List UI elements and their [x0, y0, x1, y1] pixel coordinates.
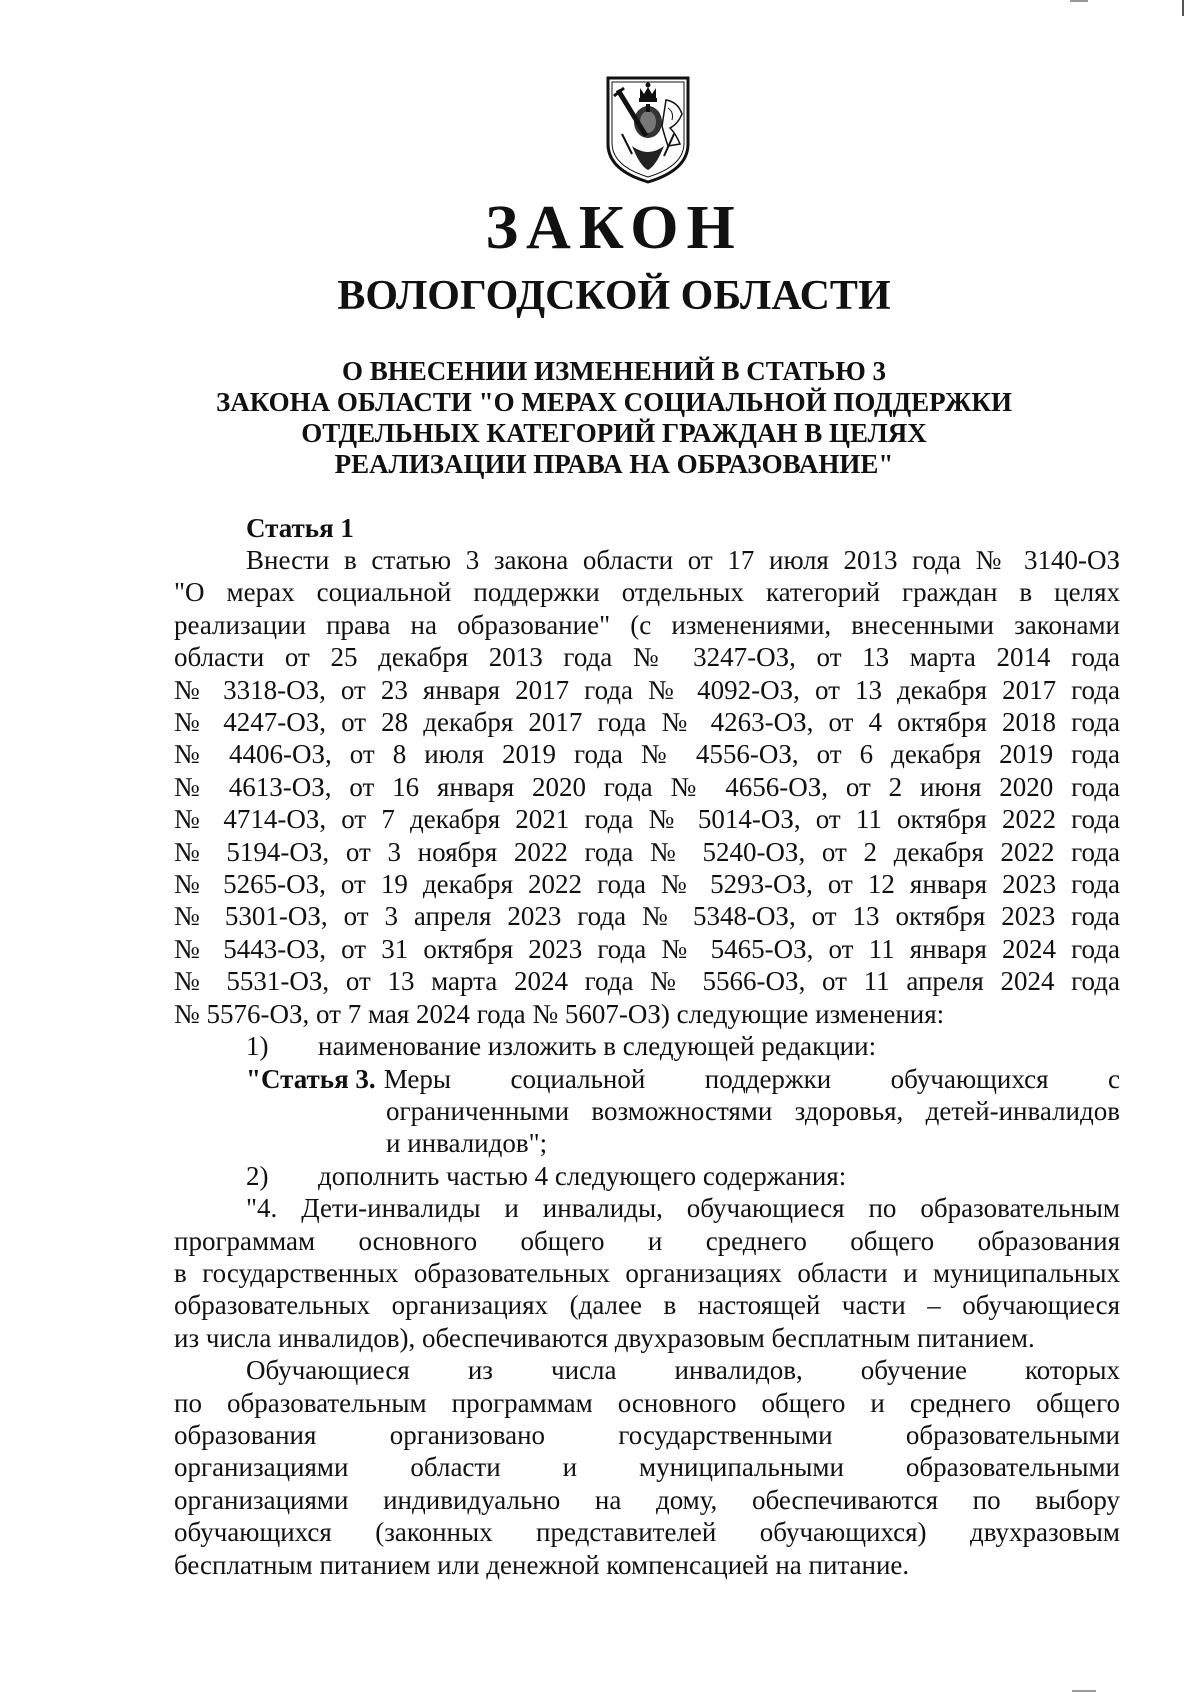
heading-line: О ВНЕСЕНИИ ИЗМЕНЕНИЙ В СТАТЬЮ 3 — [341, 356, 887, 386]
text-line: № 4406-ОЗ, от 8 июля 2019 года № 4556-ОЗ, от 6 декабря 2019 года — [174, 739, 1120, 770]
text-line: Меры социальной поддержки обучающихся с — [383, 1063, 1120, 1094]
text-line: программам основного общего и среднего общего образования — [174, 1225, 1120, 1256]
vologda-coat-of-arms-icon — [602, 74, 694, 186]
list-item-number: 2) — [246, 1160, 269, 1191]
text-line: в государственных образовательных организациях области и муниципальных — [174, 1257, 1120, 1288]
document-title: ЗАКОН — [485, 194, 743, 262]
scan-edge-mark — [1182, 0, 1184, 16]
text-line: организациями индивидуально на дому, обеспечиваются по выбору — [174, 1484, 1120, 1515]
list-item — [174, 1160, 1120, 1192]
article-title: Статья 1 — [246, 513, 354, 543]
text-line: из числа инвалидов), обеспечиваются двухразовым бесплатным питанием. — [174, 1322, 1035, 1353]
text-line: организациями области и муниципальными образовательными — [174, 1452, 1120, 1483]
new-article-lead: "Статья 3. — [246, 1063, 376, 1094]
heading-line: ЗАКОНА ОБЛАСТИ "О МЕРАХ СОЦИАЛЬНОЙ ПОДДЕРЖКИ — [216, 387, 1012, 417]
text-line: области от 25 декабря 2013 года № 3247-ОЗ, от 13 марта 2014 года — [174, 642, 1120, 673]
heading-line: РЕАЛИЗАЦИИ ПРАВА НА ОБРАЗОВАНИЕ" — [334, 449, 894, 479]
list-item-number: 1) — [246, 1031, 269, 1062]
list-item-text: наименование изложить в следующей редакции: — [318, 1031, 877, 1062]
document-subtitle: ВОЛОГОДСКОЙ ОБЛАСТИ — [337, 273, 891, 319]
text-line: "4. Дети-инвалиды и инвалиды, обучающиеся по образовательным — [246, 1193, 1120, 1224]
text-line: Внести в статью 3 закона области от 17 июля 2013 года № 3140-ОЗ — [246, 545, 1120, 575]
law-heading — [0, 356, 1200, 480]
text-line: № 5443-ОЗ, от 31 октября 2023 года № 5465-ОЗ, от 11 января 2024 года — [174, 933, 1120, 964]
scan-edge-mark — [1070, 0, 1088, 2]
scan-edge-mark — [1072, 1690, 1096, 1692]
text-line: реализации права на образование" (с изменениями, внесенными законами — [174, 609, 1120, 640]
text-line: № 5301-ОЗ, от 3 апреля 2023 года № 5348-ОЗ, от 13 октября 2023 года — [174, 901, 1120, 932]
heading-line: ОТДЕЛЬНЫХ КАТЕГОРИЙ ГРАЖДАН В ЦЕЛЯХ — [301, 418, 927, 448]
article-body — [174, 544, 1120, 1581]
list-item-text: дополнить частью 4 следующего содержания: — [318, 1160, 847, 1191]
text-line: образования организовано государственными образовательными — [174, 1419, 1120, 1450]
text-line: ограниченными возможностями здоровья, детей-инвалидов — [386, 1095, 1120, 1126]
text-line: обучающихся (законных представителей обучающихся) двухразовым — [174, 1517, 1120, 1548]
text-line: "О мерах социальной поддержки отдельных категорий граждан в целях — [174, 577, 1120, 608]
text-line: образовательных организациях (далее в настоящей части – обучающиеся — [174, 1290, 1120, 1321]
text-line: Обучающиеся из числа инвалидов, обучение которых — [246, 1355, 1120, 1386]
text-line: № 5194-ОЗ, от 3 ноября 2022 года № 5240-ОЗ, от 2 декабря 2022 года — [174, 836, 1120, 867]
text-line: № 4613-ОЗ, от 16 января 2020 года № 4656-ОЗ, от 2 июня 2020 года — [174, 771, 1120, 802]
text-line: № 4714-ОЗ, от 7 декабря 2021 года № 5014-ОЗ, от 11 октября 2022 года — [174, 804, 1120, 835]
text-line: и инвалидов"; — [386, 1128, 548, 1159]
text-line: № 5576-ОЗ, от 7 мая 2024 года № 5607-ОЗ) следующие изменения: — [174, 998, 945, 1029]
text-line: по образовательным программам основного общего и среднего общего — [174, 1387, 1120, 1418]
text-line: № 3318-ОЗ, от 23 января 2017 года № 4092-ОЗ, от 13 декабря 2017 года — [174, 674, 1120, 705]
new-article-title — [174, 1063, 1120, 1160]
text-line: № 4247-ОЗ, от 28 декабря 2017 года № 4263-ОЗ, от 4 октября 2018 года — [174, 707, 1120, 738]
text-line: бесплатным питанием или денежной компенсацией на питание. — [174, 1549, 910, 1580]
text-line: № 5531-ОЗ, от 13 марта 2024 года № 5566-ОЗ, от 11 апреля 2024 года — [174, 966, 1120, 997]
list-item — [174, 1030, 1120, 1062]
text-line: № 5265-ОЗ, от 19 декабря 2022 года № 5293-ОЗ, от 12 января 2023 года — [174, 869, 1120, 900]
